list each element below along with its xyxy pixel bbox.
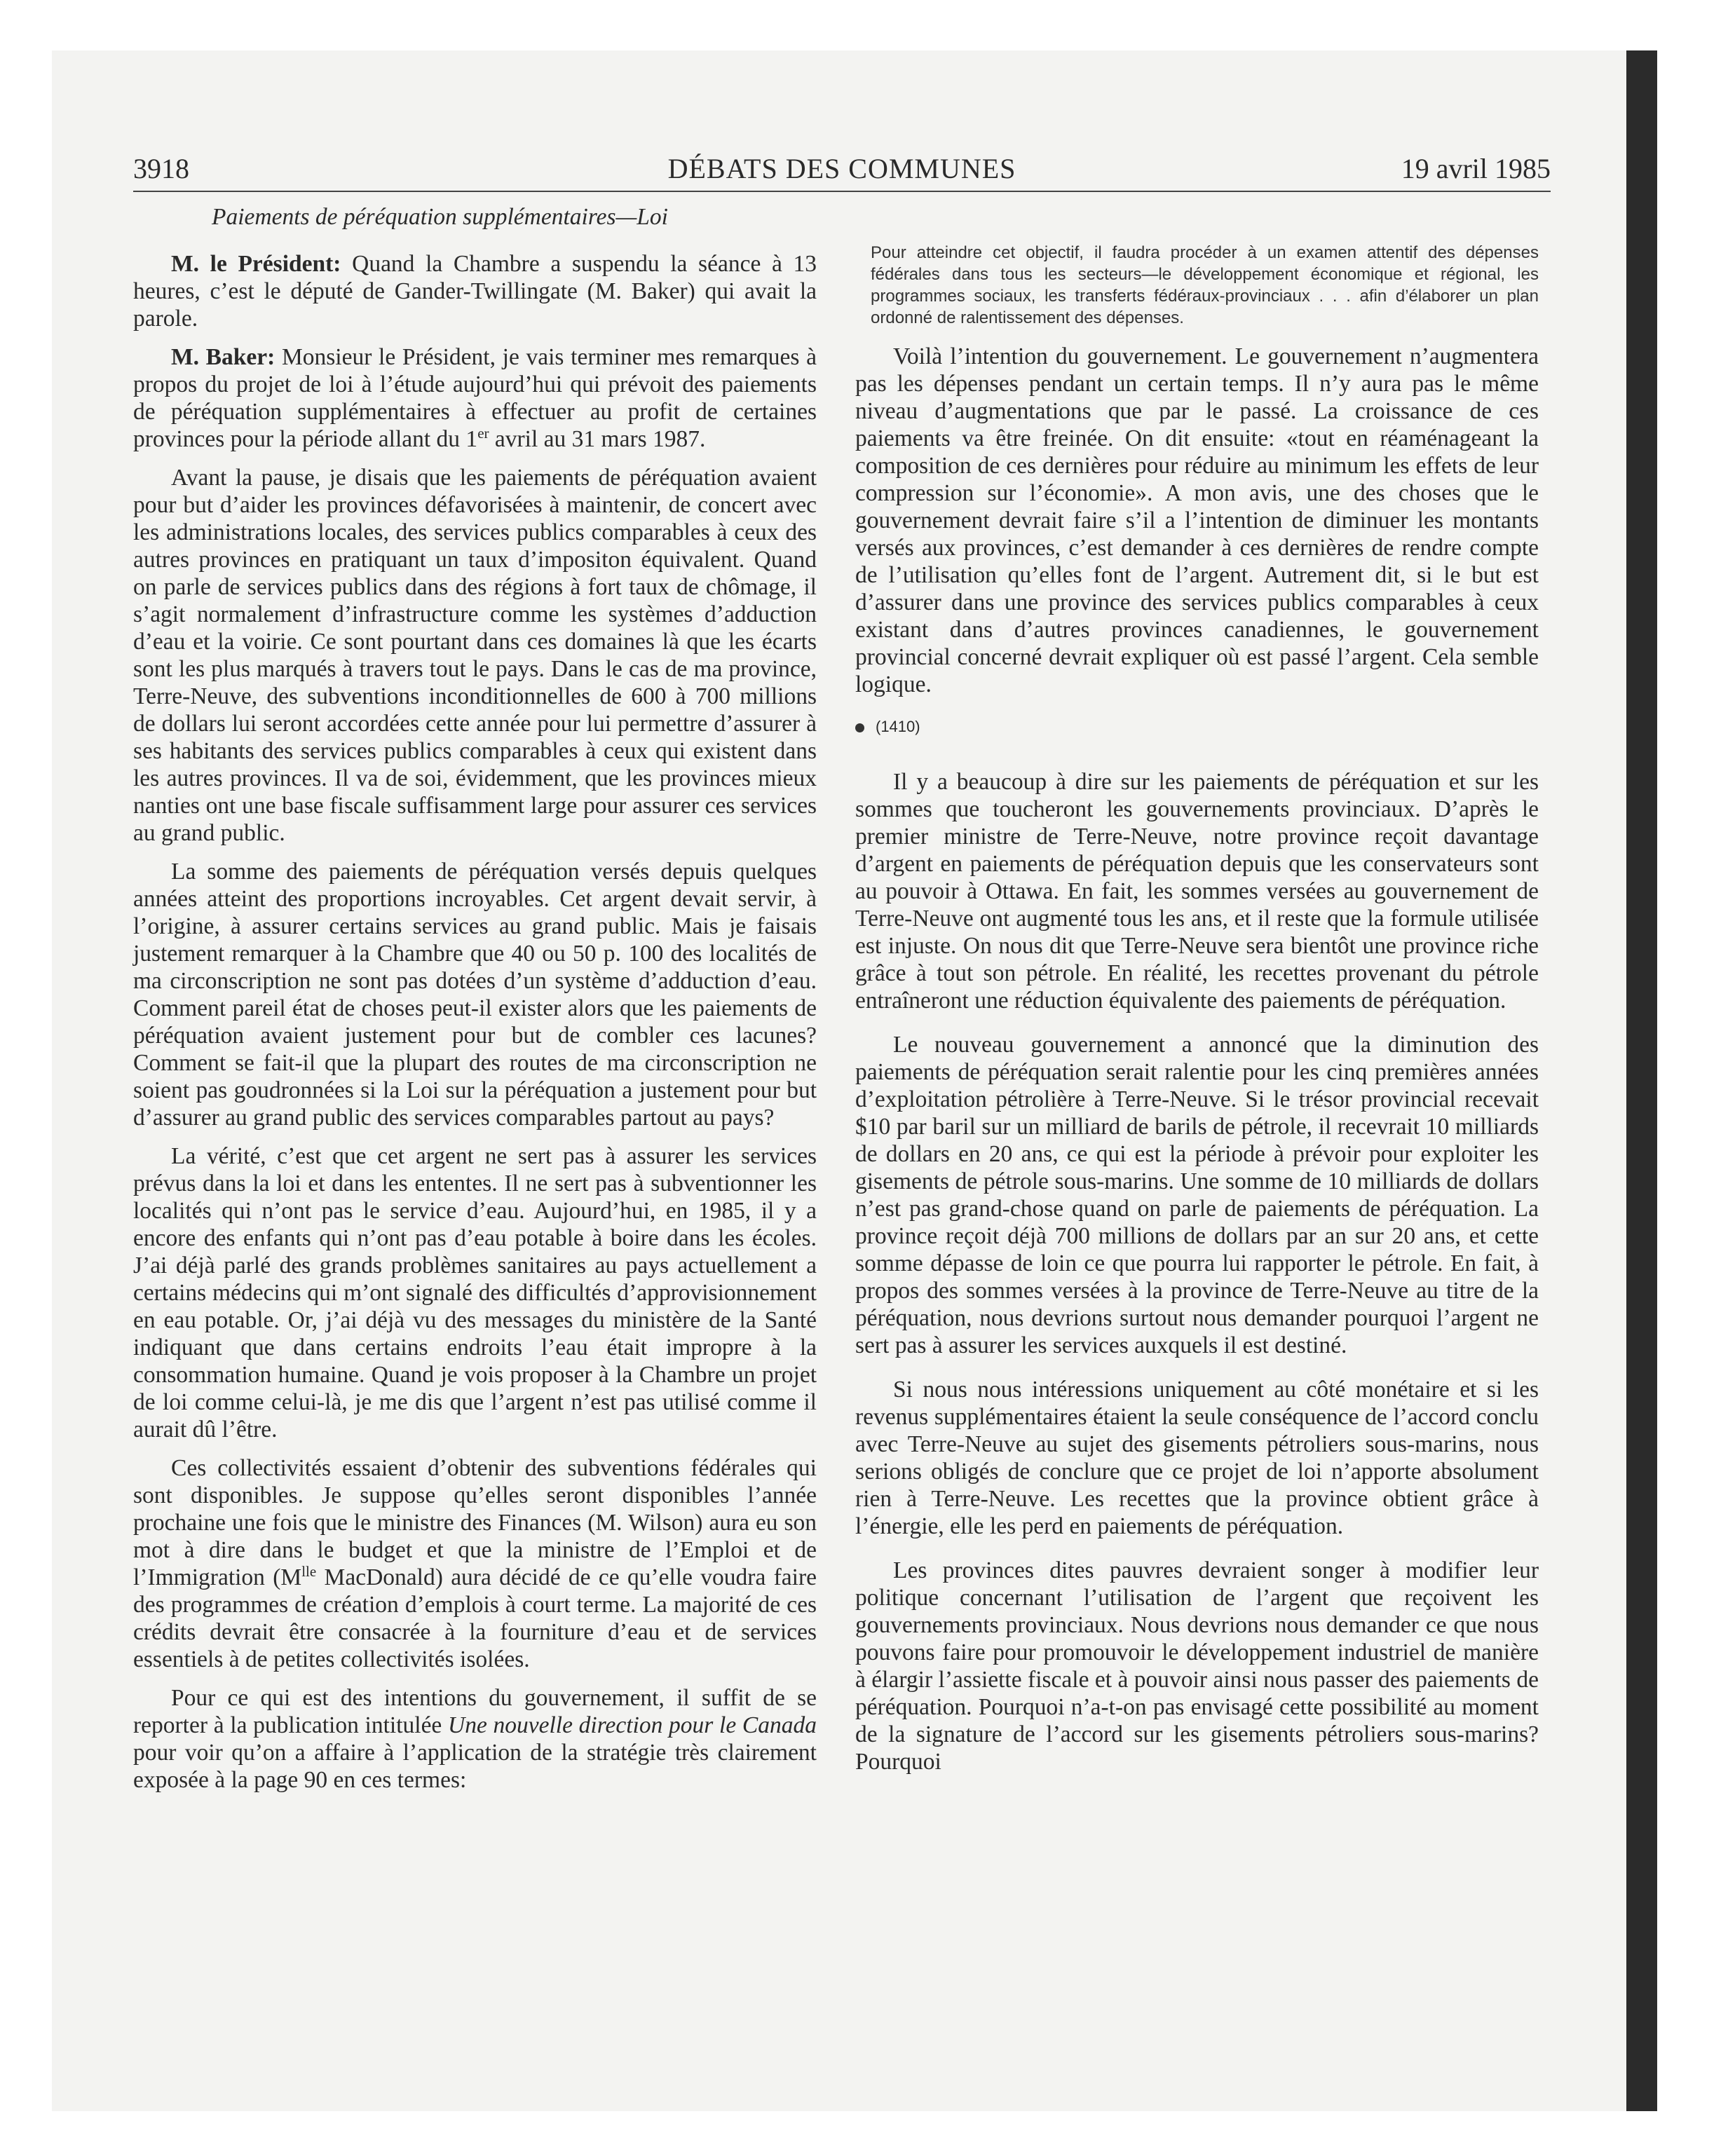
block-quote: Pour atteindre cet objectif, il faudra procéder à un examen attentif des dépenses fédérales dans tous les secteurs—le développement économique et régional, les programmes sociaux, les transferts fédéraux-provinciaux . . . afin d’élaborer un plan ordonné de ralentissement des dépenses. bbox=[871, 243, 1539, 327]
left-column bbox=[133, 203, 817, 1794]
speaker-name: M. le Président: bbox=[171, 251, 341, 277]
paragraph: Pour ce qui est des intentions du gouvernement, il suffit de se reporter à la publication intitulée Une nouvelle direction pour le Canada pour voir qu’on a affaire à l’application de la stratégie très clairement exposée à la page 90 en ces termes: bbox=[133, 1685, 817, 1793]
paragraph: La somme des paiements de péréquation versés depuis quelques années atteint des proportions incroyables. Cet argent devait servir, à l’origine, à assurer certains services au grand public. Mais je faisais justement remarquer à la Chambre que 40 ou 50 p. 100 des localités de ma circonscription ne sont pas dotées d’un système d’adduction d’eau. Comment pareil état de choses peut-il exister alors que les paiements de péréquation avaient justement pour but de combler ces lacunes? Comment se fait-il que la plupart des routes de ma circonscription ne soient pas goudronnées si la Loi sur la péréquation a justement pour but d’assurer au grand public des services comparables partout au pays? bbox=[133, 859, 817, 1131]
paragraph: Il y a beaucoup à dire sur les paiements de péréquation et sur les sommes que toucheront les gouvernements provinciaux. D’après le premier ministre de Terre-Neuve, notre province reçoit davantage d’argent en paiements de péréquation depuis que les conservateurs sont au pouvoir à Ottawa. En fait, les sommes versées au gouvernement de Terre-Neuve ont augmenté tous les ans, et il reste que la formule utilisée est injuste. On nous dit que Terre-Neuve sera bientôt une province riche grâce à tout son pétrole. En réalité, les recettes provenant du pétrole entraîneront une réduction équivalente des paiements de péréquation. bbox=[855, 769, 1539, 1014]
paragraph: La vérité, c’est que cet argent ne sert pas à assurer les services prévus dans la loi et dans les ententes. Il ne sert pas à subventionner les localités qui n’ont pas le service d’eau. Aujourd’hui, en 1985, il y a encore des enfants qui n’ont pas d’eau potable à boire dans les écoles. J’ai déjà parlé des grands problèmes sanitaires au pays actuellement a certains médecins qui m’ont signalé des difficultés d’approvisionnement en eau potable. Or, j’ai déjà vu des messages du ministère de la Santé indiquant que dans certains endroits l’eau était impropre à la consommation humaine. Quand je vois proposer à la Chambre un projet de loi comme celui-là, je me dis que l’argent n’est pas utilisé comme il aurait dû l’être. bbox=[133, 1143, 817, 1442]
page-number: 3918 bbox=[133, 153, 189, 184]
paragraph: M. le Président: Quand la Chambre a suspendu la séance à 13 heures, c’est le député de Gander-Twillingate (M. Baker) qui avait la parole. bbox=[133, 251, 817, 332]
right-column bbox=[855, 242, 1539, 1775]
paragraph: Ces collectivités essaient d’obtenir des subventions fédérales qui sont disponibles. Je suppose qu’elles seront disponibles l’année prochaine une fois que le ministre des Finances (M. Wilson) aura eu son mot à dire dans le budget et que la ministre de l’Emploi et de l’Immigration ($M^{lle}$ MacDonald) aura décidé de ce qu’elle voudra faire des programmes de création d’emplois à court terme. La majorité de ces crédits devrait être consacrée à la fourniture d’eau et de services essentiels à de petites collectivités isolées. bbox=[133, 1455, 817, 1672]
paragraph: Avant la pause, je disais que les paiements de péréquation avaient pour but d’aider les provinces défavorisées à maintenir, de concert avec les administrations locales, des services publics comparables à ceux des autres provinces en pratiquant un taux d’impositon équivalent. Quand on parle de services publics dans des régions à fort taux de chômage, il s’agit normalement d’infrastructure comme les systèmes d’adduction d’eau et la voirie. Ce sont pourtant dans ces domaines là que les écarts sont les plus marqués à travers tout le pays. Dans le cas de ma province, Terre-Neuve, des subventions inconditionnelles de 600 à 700 millions de dollars lui seront accordées cette année pour lui permettre d’assurer à ses habitants des services publics comparables à ceux qui existent dans les autres provinces. Il va de soi, évidemment, que les provinces mieux nanties ont une base fiscale suffisamment large pour assurer ces services au grand public. bbox=[133, 465, 817, 846]
paragraph: Les provinces dites pauvres devraient songer à modifier leur politique concernant l’utilisation de l’argent que reçoivent les gouvernements provinciaux. Nous devrions nous demander ce que nous pouvons faire pour promouvoir le développement industriel de manière à élargir l’assiette fiscale et à pouvoir ainsi nous passer des paiements de péréquation. Pourquoi n’a-t-on pas envisagé cette possibilité au moment de la signature de l’accord sur les gisements pétroliers sous-marins? Pourquoi bbox=[855, 1557, 1539, 1775]
journal-title: DÉBATS DES COMMUNES bbox=[667, 153, 1016, 184]
section-title: Paiements de péréquation supplémentaires—Loi bbox=[212, 204, 668, 230]
bullet-dot-icon bbox=[855, 723, 864, 732]
paragraph: Le nouveau gouvernement a annoncé que la diminution des paiements de péréquation serait ralentie pour les cinq premières années d’exploitation pétrolière à Terre-Neuve. Si le trésor provincial recevait $10 par baril sur un milliard de barils de pétrole, il recevrait 10 milliards de dollars en 20 ans, ce qui est la période à prévoir pour exploiter les gisements de pétrole sous-marins. Une somme de 10 milliards de dollars n’est pas grand-chose quand on parle de paiements de péréquation. La province reçoit déjà 700 millions de dollars par an sur 20 ans, et cette somme dépasse de loin ce que pourra lui rapporter le pétrole. En fait, à propos des sommes versées à la province de Terre-Neuve au titre de la péréquation, nous devrions surtout nous demander pourquoi l’argent ne sert pas à assurer les services auxquels il est destiné. bbox=[855, 1032, 1539, 1358]
scan-edge-bar bbox=[1626, 50, 1657, 2111]
paragraph: Voilà l’intention du gouvernement. Le gouvernement n’augmentera pas les dépenses pendant un certain temps. Il n’y aura pas le même niveau d’augmentations que par le passé. La croissance de ces paiements va être freinée. On dit ensuite: «tout en réaménageant la composition de ces dernières pour réduire au minimum les effets de leur compression sur l’économie». A mon avis, une des choses que le gouvernement devrait faire s’il a l’intention de diminuer les montants versés aux provinces, c’est demander à ces dernières de rendre compte de l’utilisation qu’elles font de l’argent. Autrement dit, si le but est d’assurer dans une province des services publics comparables à ceux existant dans d’autres provinces canadiennes, le gouvernement provincial concerné devrait expliquer où est passé l’argent. Cela semble logique. bbox=[855, 343, 1539, 697]
time-marker: (1410) bbox=[855, 716, 1539, 737]
page-header bbox=[133, 150, 1551, 192]
issue-date: 19 avril 1985 bbox=[1401, 153, 1551, 184]
paragraph: M. Baker: Monsieur le Président, je vais terminer mes remarques à propos du projet de loi à l’étude aujourd’hui qui prévoit des paiements de péréquation supplémentaires à effectuer au profit de certaines provinces pour la période allant du 1er avril au 31 mars 1987. bbox=[133, 344, 817, 452]
paragraph: Si nous nous intéressions uniquement au côté monétaire et si les revenus supplémentaires étaient la seule conséquence de l’accord conclu avec Terre-Neuve au sujet des gisements pétroliers sous-marins, nous serions obligés de conclure que ce projet de loi n’apporte absolument rien à Terre-Neuve. Les recettes que la province obtient grâce à l’énergie, elle les perd en paiements de péréquation. bbox=[855, 1377, 1539, 1539]
speaker-name: M. Baker: bbox=[171, 344, 275, 370]
